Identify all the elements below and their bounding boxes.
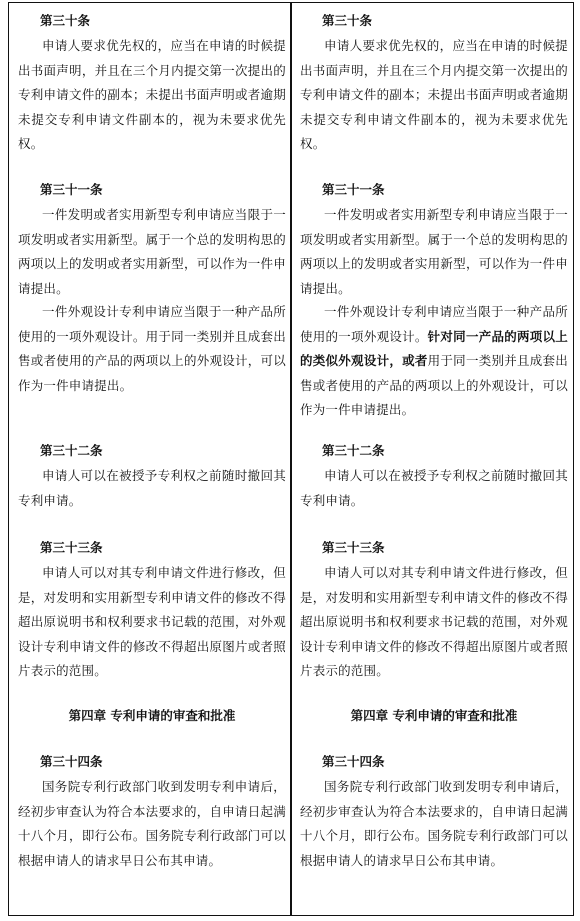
left-column	[18, 2, 286, 914]
article-30-left	[18, 13, 286, 157]
article-paragraph-amended	[300, 300, 568, 423]
chapter-heading: 第四章 专利申请的审查和批准	[350, 708, 518, 723]
article-title: 第三十条	[322, 13, 373, 28]
article-paragraph: 申请人可以对其专利申请文件进行修改，但是，对发明和实用新型专利申请文件的修改不得超出原说明书和权利要求书记载的范围，对外观设计专利申请文件的修改不得超出原图片或者照片表示的范围。	[300, 565, 568, 678]
article-title: 第三十二条	[40, 443, 103, 458]
article-31-right	[300, 182, 568, 423]
paragraph-text: 用于同一类别并且成套出售或者使用的产品的两项以上的外观设计，可以作为一件申请提出。	[300, 353, 568, 417]
paragraph-text: 一件外观设计专利申请应当限于一种产品所使用的一项外观设计。	[300, 304, 568, 344]
article-title: 第三十三条	[322, 540, 385, 555]
article-33-left	[18, 540, 286, 684]
article-paragraph: 一件发明或者实用新型专利申请应当限于一项发明或者实用新型。属于一个总的发明构思的两项以上的发明或者实用新型，可以作为一件申请提出。	[18, 207, 286, 296]
article-32-left	[18, 443, 286, 513]
article-title: 第三十四条	[322, 754, 385, 769]
article-paragraph: 申请人可以对其专利申请文件进行修改，但是，对发明和实用新型专利申请文件的修改不得超出原说明书和权利要求书记载的范围，对外观设计专利申请文件的修改不得超出原图片或者照片表示的范围。	[18, 565, 286, 678]
article-30-right	[300, 13, 568, 157]
article-34-left	[18, 754, 286, 873]
article-paragraph: 申请人要求优先权的，应当在申请的时候提出书面声明，并且在三个月内提交第一次提出的专利申请文件的副本；未提出书面声明或者逾期未提交专利申请文件副本的，视为未要求优先权。	[18, 38, 286, 151]
article-32-right	[300, 443, 568, 513]
article-title: 第三十条	[40, 13, 91, 28]
chapter-heading-left	[18, 708, 286, 724]
article-title: 第三十一条	[322, 182, 385, 197]
article-paragraph: 申请人要求优先权的，应当在申请的时候提出书面声明，并且在三个月内提交第一次提出的专利申请文件的副本；未提出书面声明或者逾期未提交专利申请文件副本的，视为未要求优先权。	[300, 38, 568, 151]
article-paragraph: 一件发明或者实用新型专利申请应当限于一项发明或者实用新型。属于一个总的发明构思的两项以上的发明或者实用新型，可以作为一件申请提出。	[300, 207, 568, 296]
article-title: 第三十二条	[322, 443, 385, 458]
article-paragraph: 国务院专利行政部门收到发明专利申请后，经初步审查认为符合本法要求的，自申请日起满十八个月，即行公布。国务院专利行政部门可以根据申请人的请求早日公布其申请。	[300, 779, 568, 868]
article-33-right	[300, 540, 568, 684]
article-paragraph: 一件外观设计专利申请应当限于一种产品所使用的一项外观设计。用于同一类别并且成套出售或者使用的产品的两项以上的外观设计，可以作为一件申请提出。	[18, 304, 286, 393]
column-divider	[290, 2, 292, 916]
article-paragraph: 国务院专利行政部门收到发明专利申请后，经初步审查认为符合本法要求的，自申请日起满十八个月，即行公布。国务院专利行政部门可以根据申请人的请求早日公布其申请。	[18, 779, 286, 868]
right-column	[300, 2, 568, 914]
amended-text-bold: 针对同一产品的两项以上的类似外观设计，或者	[300, 328, 568, 368]
article-title: 第三十四条	[40, 754, 103, 769]
article-paragraph: 申请人可以在被授予专利权之前随时撤回其专利申请。	[300, 468, 568, 508]
article-34-right	[300, 754, 568, 873]
article-title: 第三十一条	[40, 182, 103, 197]
article-paragraph: 申请人可以在被授予专利权之前随时撤回其专利申请。	[18, 468, 286, 508]
article-31-left	[18, 182, 286, 398]
article-title: 第三十三条	[40, 540, 103, 555]
chapter-heading: 第四章 专利申请的审查和批准	[68, 708, 236, 723]
chapter-heading-right	[300, 708, 568, 724]
